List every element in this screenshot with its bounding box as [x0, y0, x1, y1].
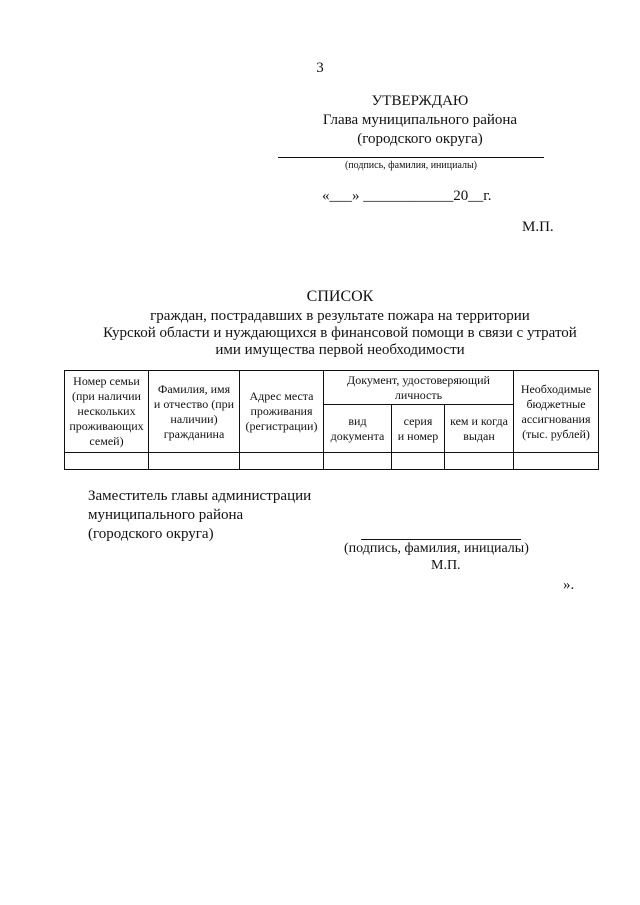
- approval-line-1: Глава муниципального района: [322, 112, 518, 128]
- header-family-number: Номер семьи (при наличии нескольких проживающих семей): [65, 371, 149, 453]
- header-address: Адрес места проживания (регистрации): [240, 371, 324, 453]
- footer-signature-line: [361, 539, 521, 540]
- footer-line-2: муниципального района: [88, 507, 244, 523]
- document-subtitle: [60, 308, 620, 359]
- approval-line-2: (городского округа): [357, 131, 483, 147]
- approval-signature-line: [278, 157, 544, 158]
- approval-heading: УТВЕРЖДАЮ: [371, 93, 469, 109]
- empty-cell: [514, 453, 599, 470]
- footer-stamp: М.П.: [431, 558, 461, 573]
- empty-cell: [445, 453, 514, 470]
- empty-cell: [324, 453, 392, 470]
- footer-signature-caption: (подпись, фамилия, инициалы): [344, 541, 529, 556]
- header-full-name: Фамилия, имя и отчество (при наличии) гражданина: [149, 371, 240, 453]
- citizens-table: [64, 370, 599, 470]
- approval-date-line: «___» ____________20__г.: [322, 188, 492, 204]
- footer-signatory: [88, 487, 311, 544]
- approval-signature-caption: (подпись, фамилия, инициалы): [344, 160, 478, 171]
- subtitle-line-3: ими имущества первой необходимости: [215, 342, 465, 358]
- empty-cell: [240, 453, 324, 470]
- approval-block: [300, 92, 540, 149]
- empty-cell: [65, 453, 149, 470]
- header-document-kind: вид документа: [324, 405, 392, 453]
- footer-line-1: Заместитель главы администрации: [88, 488, 312, 504]
- subtitle-line-1: граждан, пострадавших в результате пожара на территории: [150, 308, 530, 324]
- empty-cell: [392, 453, 445, 470]
- approval-stamp: М.П.: [522, 219, 554, 235]
- document-title: СПИСОК: [306, 288, 374, 305]
- footer-line-3: (городского округа): [88, 526, 214, 542]
- subtitle-line-2: Курской области и нуждающихся в финансовой помощи в связи с утратой: [103, 325, 577, 341]
- empty-cell: [149, 453, 240, 470]
- header-identity-document: Документ, удостоверяющий личность: [324, 371, 514, 405]
- page-number: 3: [316, 60, 324, 76]
- header-series-number: серия и номер: [392, 405, 445, 453]
- table-row: [65, 453, 599, 470]
- header-issued-by: кем и когда выдан: [445, 405, 514, 453]
- closing-quote: ».: [563, 577, 575, 593]
- header-budget-allocations: Необходимые бюджетные ассигнования (тыс. рублей): [514, 371, 599, 453]
